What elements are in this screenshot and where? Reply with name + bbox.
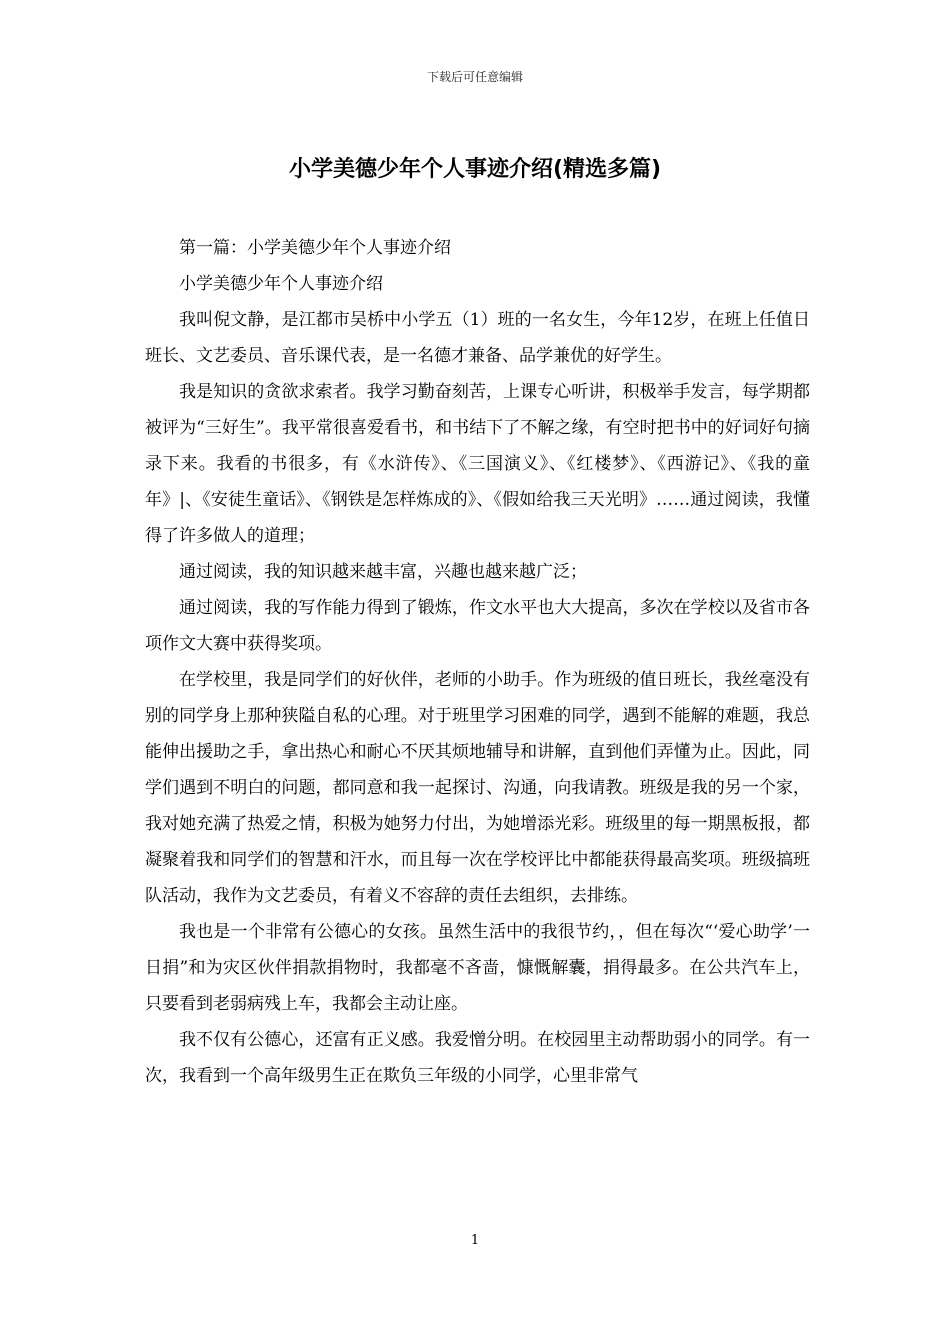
paragraph: 在学校里，我是同学们的好伙伴，老师的小助手。作为班级的值日班长，我丝毫没有别的同学身上那种狭隘自私的心理。对于班里学习困难的同学，遇到不能解的难题，我总能伸出援助之手，拿出热心和耐心不厌其烦地辅导和讲解，直到他们弄懂为止。因此，同学们遇到不明白的问题，都同意和我一起探讨、沟通，向我请教。班级是我的另一个家，我对她充满了热爱之情，积极为她努力付出，为她增添光彩。班级里的每一期黑板报，都凝聚着我和同学们的智慧和汗水，而且每一次在学校评比中都能获得最高奖项。班级搞班队活动，我作为文艺委员，有着义不容辞的责任去组织，去排练。 [145,670,810,906]
subtitle: 小学美德少年个人事迹介绍 [179,274,383,294]
paragraph: 通过阅读，我的知识越来越丰富，兴趣也越来越广泛； [179,562,587,582]
page-number: 1 [470,1233,480,1248]
header-note: 下载后可任意编辑 [426,70,523,84]
paragraph: 通过阅读，我的写作能力得到了锻炼，作文水平也大大提高，多次在学校以及省市各项作文大赛中获得奖项。 [145,598,810,654]
paragraph: 我也是一个非常有公德心的女孩。虽然生活中的我很节约，，但在每次“‘爱心助学’一日捐”和为灾区伙伴捐款捐物时，我都毫不吝啬，慷慨解囊，捐得最多。在公共汽车上，只要看到老弱病残上车，我都会主动让座。 [145,922,810,1014]
document-title: 小学美德少年个人事迹介绍(精选多篇) [288,157,662,182]
document-body [145,230,810,1094]
section-heading: 第一篇：小学美德少年个人事迹介绍 [179,238,451,258]
paragraph: 我是知识的贪欲求索者。我学习勤奋刻苦，上课专心听讲，积极举手发言，每学期都被评为“三好生”。我平常很喜爱看书，和书结下了不解之缘，有空时把书中的好词好句摘录下来。我看的书很多，有《水浒传》、《三国演义》、《红楼梦》、《西游记》、《我的童年》|、《安徒生童话》、《钢铁是怎样炼成的》、《假如给我三天光明》……通过阅读，我懂得了许多做人的道理； [145,382,810,546]
paragraph: 我叫倪文静，是江都市吴桥中小学五（1）班的一名女生，今年12岁，在班上任值日班长、文艺委员、音乐课代表，是一名德才兼备、品学兼优的好学生。 [145,310,810,366]
paragraph: 我不仅有公德心，还富有正义感。我爱憎分明。在校园里主动帮助弱小的同学。有一次，我看到一个高年级男生正在欺负三年级的小同学，心里非常气 [145,1030,810,1086]
